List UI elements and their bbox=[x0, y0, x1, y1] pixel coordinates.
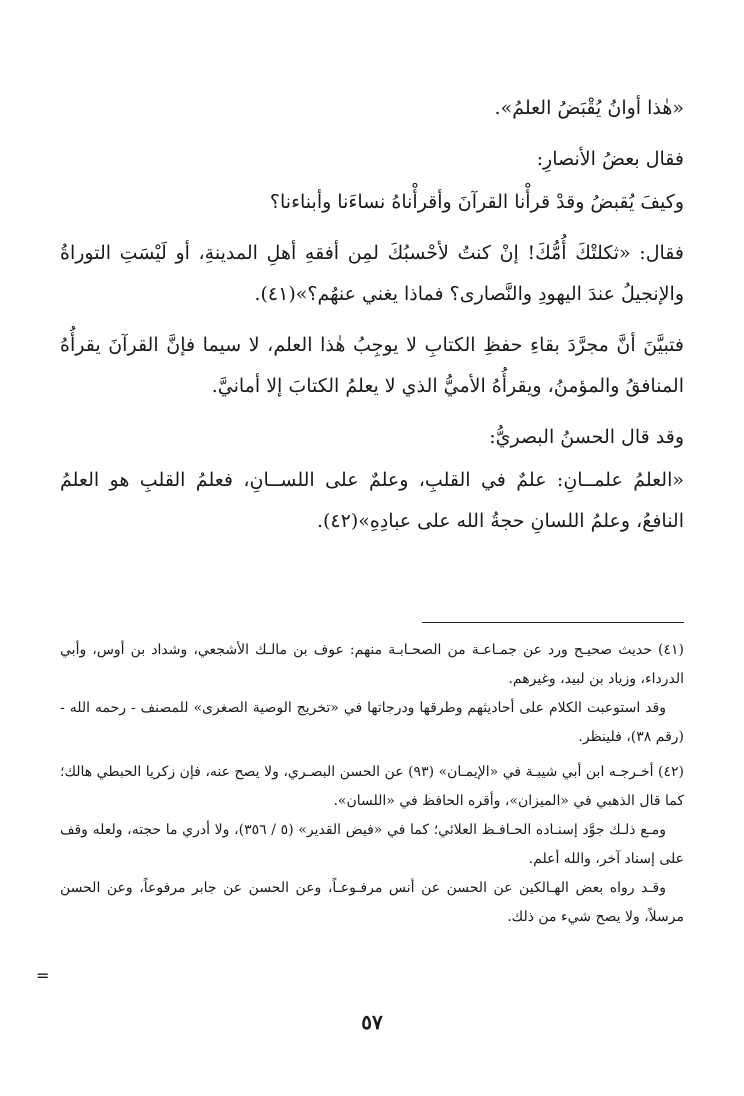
main-text bbox=[60, 88, 684, 552]
footnote-divider bbox=[422, 622, 684, 623]
footnote-42-continuation-2: وقـد رواه بعض الهـالكين عن الحسن عن أنس مرفـوعـاً، وعن الحسن عن جابر مرفوعاً، وعن الحسن مرسلاً، ولا يصح شيء من ذلك. bbox=[60, 880, 684, 925]
question-paragraph: وكيفَ يُقبضُ وقدْ قرأْنا القرآنَ وأقرأْناهُ نساءَنا وأبناءنا؟ bbox=[269, 191, 684, 213]
reply-paragraph: فقال: «ثكلتْكَ أُمُّكَ! إنْ كنتُ لأحْسبُكَ لمِن أفقهِ أهلِ المدينةِ، أو لَيْسَتِ التوراةُ والإنجيلُ عندَ اليهودِ والنَّصارى؟ فماذا يغني عنهُم؟»(٤١). bbox=[60, 242, 684, 305]
continuation-mark: = bbox=[36, 966, 50, 985]
hasan-intro-paragraph: وقد قال الحسنُ البصريُّ: bbox=[489, 426, 684, 448]
commentary-paragraph: فتبيَّنَ أنَّ مجرَّدَ بقاءِ حفظِ الكتابِ لا يوجِبُ هٰذا العلم، لا سيما فإنَّ القرآنَ يقرأُهُ المنافقُ والمؤمنُ، ويقرأُهُ الأميُّ الذي لا يعلمُ الكتابَ إلا أمانيَّ. bbox=[60, 334, 684, 397]
footnote-41: (٤١) حديث صحيـح ورد عن جمـاعـة من الصحـابـة منهم: عوف بن مالـك الأشجعي، وشداد بن أوس، وأبي الدرداء، وزياد بن لبيد، وغيرهم. bbox=[60, 642, 684, 687]
footnotes bbox=[60, 636, 684, 932]
footnote-42: (٤٢) أخـرجـه ابن أبي شيبـة في «الإيمـان» (٩٣) عن الحسن البصـري، ولا يصح عنه، فإن زكريا الحبطي هالك؛ كما قال الذهبي في «الميزان»، وأقره الحافظ في «اللسان». bbox=[60, 764, 684, 809]
footnote-41-continuation: وقد استوعبت الكلام على أحاديثهم وطرقها ودرجاتها في «تخريج الوصية الصغرى» للمصنف - رحمه الله - (رقم ٣٨)، فلينظر. bbox=[60, 700, 684, 745]
hasan-quote-paragraph: «العلمُ علمــانِ: علمٌ في القلبِ، وعلمٌ على اللســانِ، فعلمُ القلبِ هو العلمُ النافعُ، وعلمُ اللسانِ حجةُ الله على عبادِهِ»(٤٢). bbox=[60, 469, 684, 532]
page-number: ٥٧ bbox=[361, 1010, 383, 1034]
quote-paragraph: «هٰذا أوانُ يُقْبَضُ العلمُ». bbox=[494, 97, 684, 119]
narration-paragraph: فقال بعضُ الأنصارِ: bbox=[536, 148, 684, 170]
footnote-42-continuation-1: ومـع ذلـك جوَّد إسنـاده الحـافـظ العلائي؛ كما في «فيض القدير» (٥ / ٣٥٦)، ولا أدري ما حجته، ولعله وقف على إسناد آخر، والله أعلم. bbox=[60, 822, 684, 867]
